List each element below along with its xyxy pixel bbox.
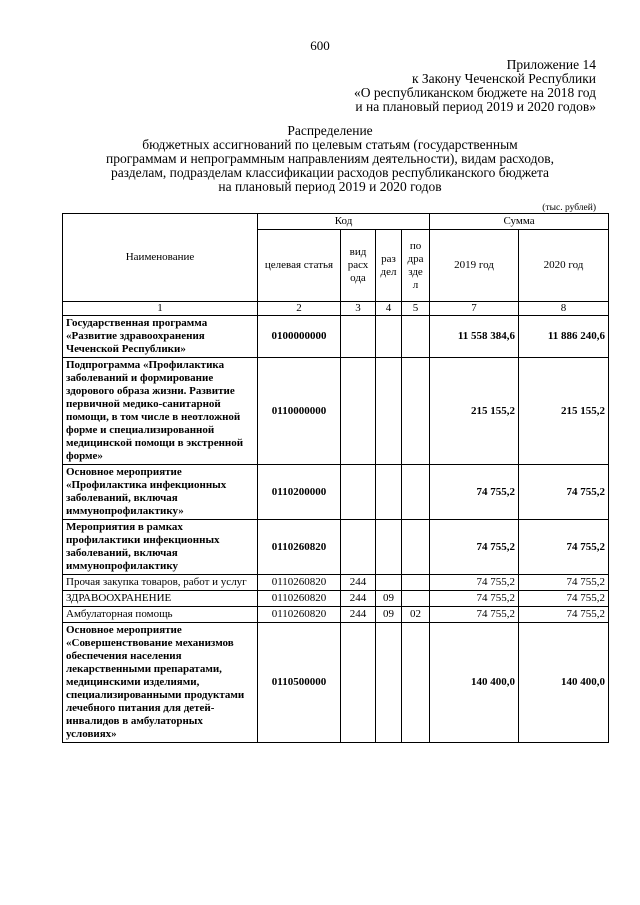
row-target-code: 0110260820 (258, 575, 341, 591)
row-sum-2020: 11 886 240,6 (519, 316, 609, 358)
header-code-group: Код (258, 214, 430, 230)
column-index: 7 (430, 302, 519, 316)
row-section: 09 (376, 591, 402, 607)
row-subsection (402, 591, 430, 607)
row-section (376, 465, 402, 520)
table-row (63, 591, 609, 607)
page-number: 600 (310, 38, 330, 53)
row-sum-2020: 215 155,2 (519, 358, 609, 465)
row-target-code: 0110500000 (258, 623, 341, 743)
column-index: 2 (258, 302, 341, 316)
row-name: Мероприятия в рамках профилактики инфекционных заболеваний, включая иммунопрофилактику (63, 520, 258, 575)
row-section: 09 (376, 607, 402, 623)
column-index: 4 (376, 302, 402, 316)
row-name: Основное мероприятие «Совершенствование механизмов обеспечения населения лекарственными препаратами, медицинскими изделиями, специализированными продуктами лечебного питания для детей-инвалидов в амбулаторных условиях» (63, 623, 258, 743)
row-section (376, 623, 402, 743)
header-name: Наименование (63, 214, 258, 302)
row-sum-2019: 11 558 384,6 (430, 316, 519, 358)
header-expense-type: вид расх ода (341, 230, 376, 302)
row-sum-2019: 74 755,2 (430, 607, 519, 623)
table-row (63, 358, 609, 465)
row-expense-type (341, 316, 376, 358)
appendix-line: Приложение 14 (506, 57, 596, 72)
row-subsection (402, 623, 430, 743)
header-section: раз дел (376, 230, 402, 302)
appendix-line: к Закону Чеченской Республики (411, 71, 596, 86)
row-expense-type: 244 (341, 607, 376, 623)
column-index: 3 (341, 302, 376, 316)
row-expense-type (341, 520, 376, 575)
row-name: Основное мероприятие «Профилактика инфекционных заболеваний, включая иммунопрофилактику» (63, 465, 258, 520)
table-row (63, 575, 609, 591)
row-sum-2020: 74 755,2 (519, 520, 609, 575)
row-subsection (402, 575, 430, 591)
row-name: Прочая закупка товаров, работ и услуг (63, 575, 258, 591)
row-sum-2019: 74 755,2 (430, 520, 519, 575)
row-sum-2019: 74 755,2 (430, 465, 519, 520)
column-index: 1 (63, 302, 258, 316)
table-row (63, 520, 609, 575)
title-line: Распределение (287, 123, 373, 138)
row-target-code: 0110200000 (258, 465, 341, 520)
header-sum-group: Сумма (430, 214, 609, 230)
row-subsection (402, 316, 430, 358)
title-line: разделам, подразделам классификации расходов республиканского бюджета (110, 165, 550, 180)
header-subsection: по дра зде л (402, 230, 430, 302)
row-sum-2020: 74 755,2 (519, 607, 609, 623)
row-section (376, 520, 402, 575)
row-expense-type: 244 (341, 575, 376, 591)
row-sum-2019: 74 755,2 (430, 575, 519, 591)
row-target-code: 0110260820 (258, 591, 341, 607)
column-index: 8 (519, 302, 609, 316)
row-sum-2020: 74 755,2 (519, 591, 609, 607)
title-line: на плановый период 2019 и 2020 годов (218, 179, 442, 194)
row-sum-2019: 215 155,2 (430, 358, 519, 465)
row-section (376, 316, 402, 358)
row-sum-2019: 74 755,2 (430, 591, 519, 607)
row-name: Подпрограмма «Профилактика заболеваний и формирование здорового образа жизни. Развитие первичной медико-санитарной помощи, в том числе в неотложной форме и специализированной медицинской помощи в экстренной форме» (63, 358, 258, 465)
row-sum-2019: 140 400,0 (430, 623, 519, 743)
header-2019: 2019 год (430, 230, 519, 302)
row-sum-2020: 74 755,2 (519, 575, 609, 591)
row-subsection (402, 358, 430, 465)
row-target-code: 0110000000 (258, 358, 341, 465)
budget-table (62, 213, 609, 743)
header-2020: 2020 год (519, 230, 609, 302)
appendix-line: и на плановый период 2019 и 2020 годов» (355, 99, 596, 114)
header-target: целевая статья (258, 230, 341, 302)
row-section (376, 358, 402, 465)
column-index: 5 (402, 302, 430, 316)
row-name: Амбулаторная помощь (63, 607, 258, 623)
row-expense-type: 244 (341, 591, 376, 607)
column-index-row (63, 302, 609, 316)
row-name: Государственная программа «Развитие здравоохранения Чеченской Республики» (63, 316, 258, 358)
row-target-code: 0100000000 (258, 316, 341, 358)
table-row (63, 623, 609, 743)
title-line: бюджетных ассигнований по целевым статьям (государственным (142, 137, 518, 152)
table-row (63, 465, 609, 520)
document-title (60, 124, 600, 194)
unit-label: (тыс. рублей) (542, 203, 596, 213)
row-expense-type (341, 465, 376, 520)
row-subsection (402, 520, 430, 575)
row-expense-type (341, 358, 376, 465)
table-row (63, 607, 609, 623)
appendix-caption (354, 58, 596, 114)
row-section (376, 575, 402, 591)
row-target-code: 0110260820 (258, 607, 341, 623)
row-subsection (402, 465, 430, 520)
row-target-code: 0110260820 (258, 520, 341, 575)
table-row (63, 316, 609, 358)
row-expense-type (341, 623, 376, 743)
row-name: ЗДРАВООХРАНЕНИЕ (63, 591, 258, 607)
row-sum-2020: 140 400,0 (519, 623, 609, 743)
row-subsection: 02 (402, 607, 430, 623)
row-sum-2020: 74 755,2 (519, 465, 609, 520)
title-line: программам и непрограммным направлениям деятельности), видам расходов, (106, 151, 554, 166)
appendix-line: «О республиканском бюджете на 2018 год (353, 85, 596, 100)
